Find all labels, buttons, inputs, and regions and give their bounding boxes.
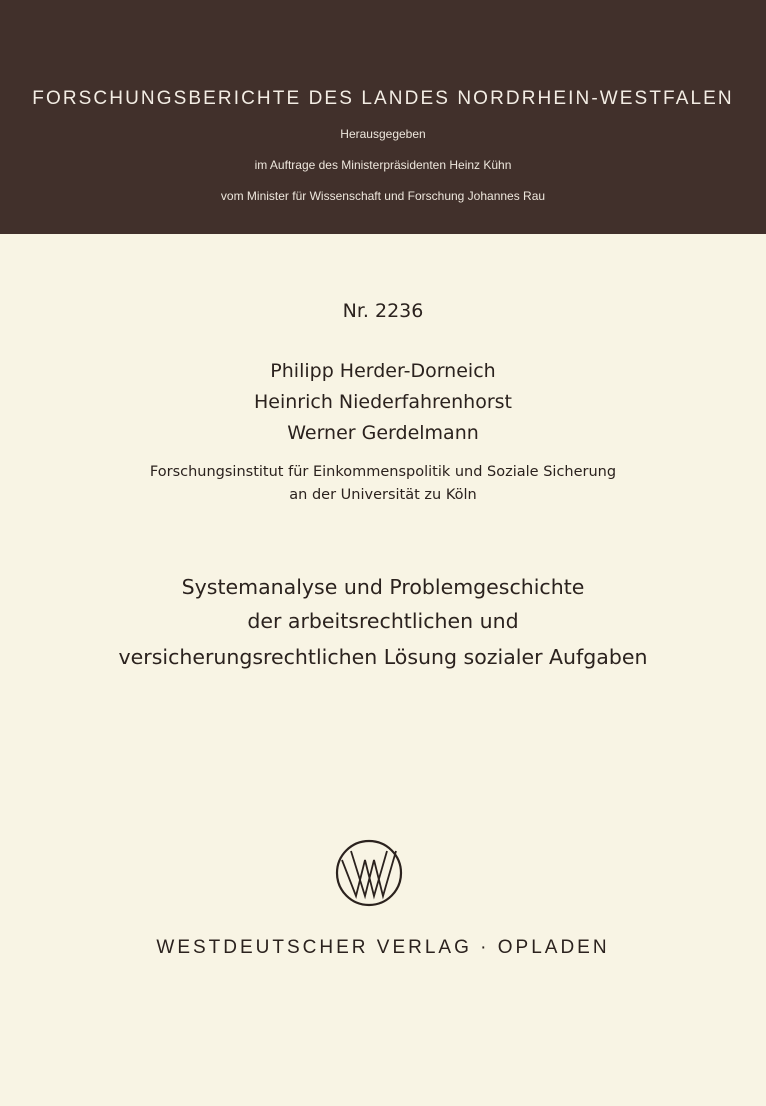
editor-line: im Auftrage des Ministerpräsidenten Heinz Kühn (254, 158, 512, 172)
institute-line: Forschungsinstitut für Einkommenspolitik und Soziale Sicherung (149, 464, 617, 480)
publisher: WESTDEUTSCHER VERLAG · OPLADEN (156, 937, 610, 958)
editor-line: Herausgegeben (340, 127, 426, 141)
book-title-line: versicherungsrechtlichen Lösung sozialer Aufgaben (118, 645, 648, 669)
series-title: FORSCHUNGSBERICHTE DES LANDES NORDRHEIN-WESTFALEN (32, 88, 734, 109)
editor-line: vom Minister für Wissenschaft und Forschung Johannes Rau (220, 189, 546, 203)
book-title-line: Systemanalyse und Problemgeschichte (181, 575, 585, 599)
institute-line: an der Universität zu Köln (289, 487, 477, 503)
book-title-line: der arbeitsrechtlichen und (247, 609, 519, 633)
report-number: Nr. 2236 (342, 300, 424, 322)
author: Heinrich Niederfahrenhorst (254, 391, 512, 413)
author: Werner Gerdelmann (287, 422, 479, 444)
wv-logo-icon (334, 838, 404, 908)
author: Philipp Herder-Dorneich (270, 360, 496, 382)
